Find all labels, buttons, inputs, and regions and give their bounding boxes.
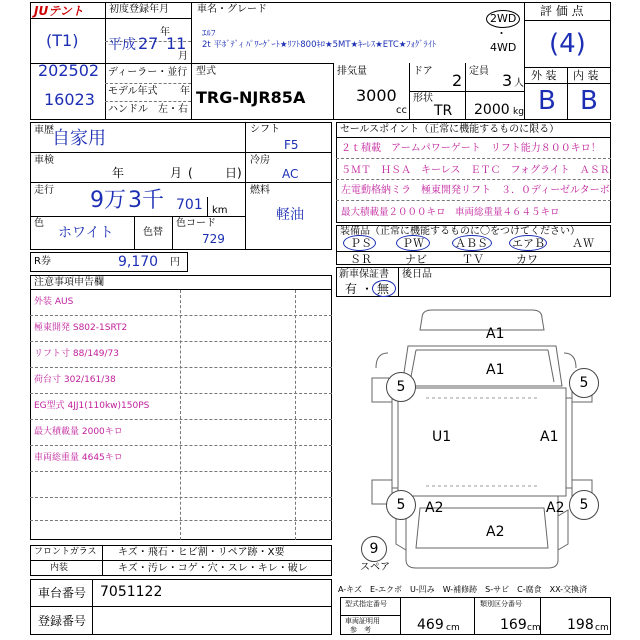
damage-a1-front: A1 xyxy=(486,326,505,342)
lot-number: 16023 xyxy=(44,90,95,109)
equip-navi: ナビ xyxy=(405,253,427,266)
model-label: 型式 xyxy=(196,66,216,77)
use-value: 自家用 xyxy=(52,128,106,149)
spare-label: スペア xyxy=(360,562,390,573)
note-line-1: 外装 AUS xyxy=(34,297,74,307)
registration-label: 登録番号 xyxy=(38,614,87,628)
inspection-paren: ( xyxy=(188,166,193,180)
equip-sr: ＳＲ xyxy=(350,253,372,266)
mileage-unit: km xyxy=(212,205,228,216)
recycle-label: R券 xyxy=(34,256,51,267)
exterior-grade: B xyxy=(538,86,556,116)
cert-label: 車両証明用 xyxy=(345,617,380,625)
color-label: 色 xyxy=(34,218,44,229)
spec-number-label: 型式指定番号 xyxy=(345,600,387,608)
color-code: 729 xyxy=(202,232,225,246)
interior-cond-value: キズ・汚レ・コゲ・穴・スレ・キレ・破レ xyxy=(118,563,308,574)
damage-u1: U1 xyxy=(432,429,452,445)
doors: 2 xyxy=(452,71,463,90)
drive-4wd: 4WD xyxy=(490,41,517,54)
damage-a1-right: A1 xyxy=(540,429,559,445)
class-number-label: 類別区分番号 xyxy=(480,600,522,608)
inspection-month-unit: 月 xyxy=(170,166,183,180)
fuel-value: 軽油 xyxy=(276,207,304,223)
note-line-7: 車両総重量 4645キロ xyxy=(34,453,123,463)
fuel-label: 燃料 xyxy=(250,185,270,196)
width-value: 169 xyxy=(500,617,527,633)
spare-tire-mark: 9 xyxy=(361,536,387,562)
era: 平成 xyxy=(108,37,136,53)
reg-month-unit: 月 xyxy=(178,51,188,62)
ac-label: 冷房 xyxy=(250,155,270,166)
equip-aw: ＡＷ xyxy=(572,237,594,250)
damage-a1-hood: A1 xyxy=(486,362,505,378)
displacement-unit: cc xyxy=(396,105,407,116)
shape-label: 形状 xyxy=(413,93,433,104)
selling-point-3: 左電動格納ミラ 極東開発リフト ３．０ディーゼルターボ xyxy=(341,185,610,196)
model-year-label: モデル年式 xyxy=(108,86,158,97)
displacement: 3000 xyxy=(356,86,397,105)
inspection-year-unit: 年 xyxy=(112,166,125,180)
vehicle-grade: 2t 平ﾎﾞﾃﾞｨ ﾊﾟﾜｰｹﾞｰﾄ★ﾘﾌﾄ800ｷﾛ★5MT★ｷｰﾚｽ★ETC★ﾌｫｸﾞﾗｲﾄ xyxy=(202,40,437,50)
selling-point-1: ２ｔ積載 アームパワーゲート リフト能力８００キロ！ xyxy=(341,143,601,154)
selling-point-4: 最大積載量２０００キロ 車両総重量４６４５キロ xyxy=(341,207,560,218)
damage-5-rear-right: 5 xyxy=(569,490,599,520)
dealer-label: ディーラー・並行 xyxy=(108,67,188,78)
equip-tv: ＴＶ xyxy=(462,253,484,266)
equip-ps: ＰＳ xyxy=(350,237,372,250)
warranty-sep: ・ xyxy=(361,282,374,296)
ref-label: 参 考 xyxy=(350,626,371,634)
capacity-label: 定員 xyxy=(469,66,489,77)
damage-legend: A-キズ E-エクボ U-凹み W-補修跡 S-サビ C-腐食 XX-交換済 xyxy=(338,585,588,594)
reg-year-unit: 年 xyxy=(160,27,170,38)
rating-score: (4) xyxy=(549,29,586,59)
note-line-4: 荷台寸 302/161/38 xyxy=(34,375,116,385)
warranty-no: 無 xyxy=(377,282,390,296)
length-value: 469 xyxy=(417,617,444,633)
mileage-label: 走行 xyxy=(34,185,54,196)
damage-a2-left: A2 xyxy=(425,500,444,516)
displacement-label: 排気量 xyxy=(337,66,367,77)
chassis-label: 車台番号 xyxy=(38,586,87,600)
shift-label: シフト xyxy=(250,124,280,135)
recycle-value: 9,170 xyxy=(118,254,159,270)
reg-month: 11 xyxy=(166,34,187,53)
damage-a2-rear: A2 xyxy=(486,524,505,540)
recycle-unit: 円 xyxy=(170,257,180,268)
height-value: 198 xyxy=(567,617,594,633)
note-line-2: 極東開発 S802-1SRT2 xyxy=(34,323,128,333)
equip-abs: ＡＢＳ xyxy=(455,237,488,250)
capacity: 3 xyxy=(502,71,513,90)
drive-dot: ・ xyxy=(496,27,507,40)
chassis-value: 7051122 xyxy=(100,584,163,600)
inspection-label: 車検 xyxy=(34,155,54,166)
shift-value: F5 xyxy=(284,138,299,152)
ju-logo: JUテント xyxy=(34,4,84,18)
rear-seat-label: 後日品 xyxy=(402,269,432,280)
paint-label: 色替 xyxy=(143,227,163,238)
recycle-frame xyxy=(30,252,188,272)
mileage-rest: 701 xyxy=(176,197,203,213)
equipment-label: 装備品（正常に機能するものに〇をつけてください） xyxy=(340,226,580,237)
front-glass-label: フロントガラス xyxy=(34,547,97,557)
interior-label: 内 装 xyxy=(573,69,599,82)
damage-5-rear-left: 5 xyxy=(386,490,416,520)
equip-leather: カワ xyxy=(516,253,538,266)
vehicle-make: ｴﾙﾌ xyxy=(202,29,216,39)
inspection-day-unit: 日) xyxy=(225,166,242,180)
use-label: 車歴 xyxy=(34,125,54,136)
selling-point-2: ５ＭＴ ＨＳＡ キーレス ＥＴＣ フォグライト ＡＳＲ xyxy=(341,165,610,176)
load-value: 2000 xyxy=(474,102,510,118)
drive-2wd: 2WD xyxy=(490,12,517,25)
handle-label: ハンドル 左・右 xyxy=(108,104,188,115)
front-glass-value: キズ・飛石・ヒビ割・リペア跡・X要 xyxy=(118,547,285,558)
note-line-3: リフト寸 88/149/73 xyxy=(34,349,120,359)
damage-5-front-right: 5 xyxy=(569,368,599,398)
equip-airbag: エアＢ xyxy=(512,237,545,250)
doors-label: ドア xyxy=(413,66,433,77)
exterior-label: 外 装 xyxy=(531,69,557,82)
selling-points-label: セールスポイント（正常に機能するものに限る） xyxy=(340,124,560,135)
date-code: 202502 xyxy=(38,61,100,80)
notes-label: 注意事項申告欄 xyxy=(34,277,104,288)
width-unit: cm xyxy=(527,623,541,633)
color-value: ホワイト xyxy=(58,225,114,241)
interior-cond-label: 内装 xyxy=(50,563,69,573)
capacity-unit: 人 xyxy=(514,78,524,89)
model-code: TRG-NJR85A xyxy=(196,88,306,107)
warranty-label: 新車保証書 xyxy=(339,269,389,280)
shape: TR xyxy=(434,103,453,119)
mileage-man: 9万 xyxy=(90,188,126,213)
damage-5-front-left: 5 xyxy=(386,372,416,402)
load-unit: kg xyxy=(513,107,524,117)
lot-prefix: (T1) xyxy=(46,31,79,50)
equip-pw: ＰＷ xyxy=(402,237,424,250)
note-line-6: 最大積載量 2000キロ xyxy=(34,427,123,437)
mileage-sen: 3千 xyxy=(128,188,164,213)
interior-grade: B xyxy=(580,86,598,116)
color-code-label: 色コード xyxy=(176,218,216,229)
damage-a2-right: A2 xyxy=(546,500,565,516)
ac-value: AC xyxy=(282,167,299,181)
first-reg-label: 初度登録年月 xyxy=(109,4,169,15)
height-unit: cm xyxy=(595,623,609,633)
model-year-unit: 年 xyxy=(180,86,190,97)
warranty-yes: 有 xyxy=(345,282,358,296)
length-unit: cm xyxy=(446,623,460,633)
rating-label: 評 価 点 xyxy=(540,4,584,18)
vehicle-label: 車名・グレード xyxy=(197,4,267,15)
reg-year: 27 xyxy=(138,34,159,53)
note-line-5: EG型式 4JJ1(110kw)150PS xyxy=(34,401,150,411)
